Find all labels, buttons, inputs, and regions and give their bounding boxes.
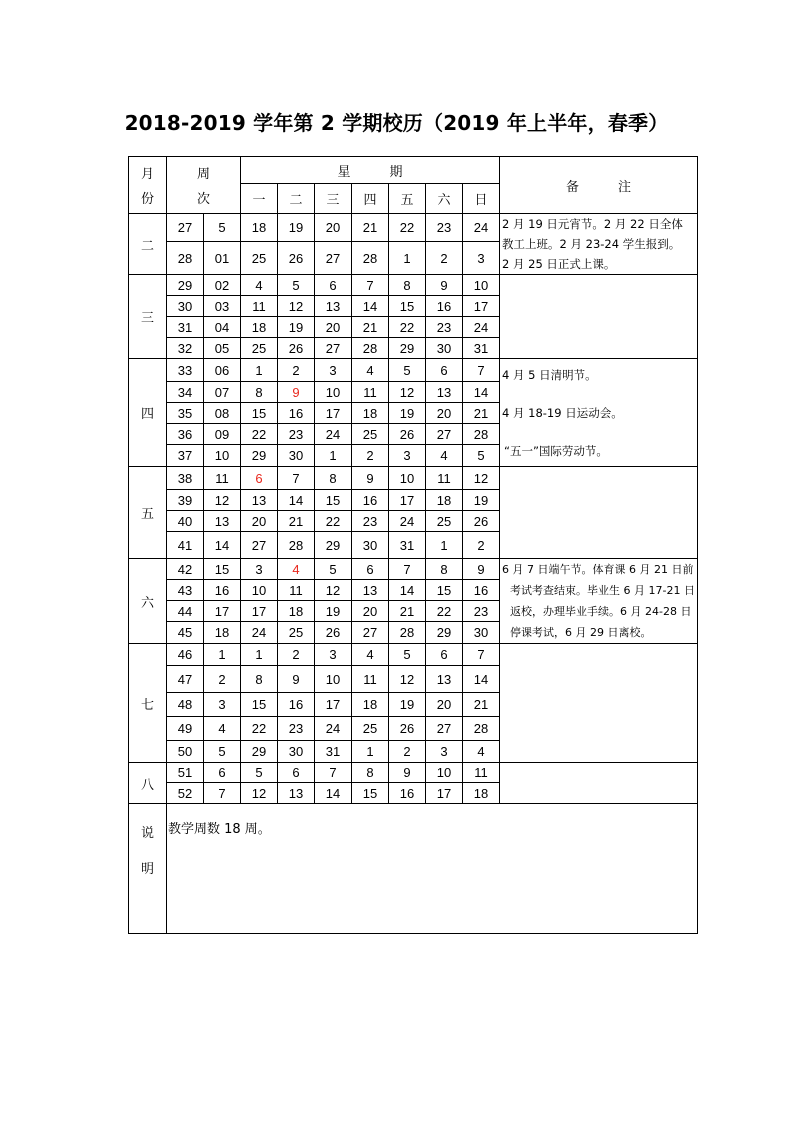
teaching-week-cell: 13	[204, 511, 241, 532]
day-cell: 15	[389, 296, 426, 317]
day-cell: 19	[278, 317, 315, 338]
day-cell: 16	[389, 783, 426, 804]
day-cell: 17	[389, 490, 426, 511]
day-cell: 7	[463, 359, 500, 382]
day-cell: 1	[241, 359, 278, 382]
month-cell: 三	[129, 275, 167, 359]
day-cell: 23	[426, 214, 463, 242]
day-cell: 4	[426, 445, 463, 467]
week-sequence-cell: 50	[167, 741, 204, 763]
day-cell: 1	[352, 741, 389, 763]
day-cell: 20	[426, 403, 463, 424]
month-cell: 二	[129, 214, 167, 275]
teaching-week-cell: 17	[204, 601, 241, 622]
teaching-week-cell: 08	[204, 403, 241, 424]
day-cell: 1	[241, 644, 278, 666]
day-cell: 8	[352, 763, 389, 783]
week-sequence-cell: 46	[167, 644, 204, 666]
day-cell: 27	[352, 622, 389, 644]
day-cell: 3	[426, 741, 463, 763]
day-cell: 16	[278, 403, 315, 424]
day-cell: 5	[463, 445, 500, 467]
teaching-week-cell: 06	[204, 359, 241, 382]
weekday-header: 四	[352, 184, 389, 214]
month-cell: 五	[129, 467, 167, 559]
month-remarks	[500, 275, 698, 359]
day-cell: 21	[352, 214, 389, 242]
day-cell: 5	[278, 275, 315, 296]
month-cell: 四	[129, 359, 167, 467]
day-cell: 29	[389, 338, 426, 359]
day-cell: 20	[315, 214, 352, 242]
day-cell: 27	[426, 717, 463, 741]
day-cell: 21	[463, 403, 500, 424]
teaching-week-cell: 03	[204, 296, 241, 317]
day-cell: 28	[278, 532, 315, 559]
day-cell: 10	[315, 382, 352, 403]
day-cell: 1	[426, 532, 463, 559]
teaching-week-cell: 5	[204, 741, 241, 763]
day-cell: 18	[352, 403, 389, 424]
day-cell: 24	[315, 717, 352, 741]
week-sequence-cell: 35	[167, 403, 204, 424]
day-cell: 18	[426, 490, 463, 511]
week-row	[129, 359, 698, 382]
day-cell: 2	[463, 532, 500, 559]
day-cell: 15	[241, 693, 278, 717]
week-sequence-cell: 33	[167, 359, 204, 382]
day-cell: 14	[389, 580, 426, 601]
day-cell: 6	[315, 275, 352, 296]
day-cell: 23	[463, 601, 500, 622]
teaching-week-cell: 5	[204, 214, 241, 242]
day-cell: 24	[389, 511, 426, 532]
day-cell: 17	[315, 403, 352, 424]
week-sequence-cell: 29	[167, 275, 204, 296]
day-cell: 14	[463, 666, 500, 693]
day-cell: 7	[463, 644, 500, 666]
teaching-week-cell: 02	[204, 275, 241, 296]
day-cell: 30	[278, 741, 315, 763]
teaching-week-cell: 2	[204, 666, 241, 693]
teaching-week-cell: 09	[204, 424, 241, 445]
day-cell: 9	[278, 382, 315, 403]
day-cell: 13	[352, 580, 389, 601]
week-sequence-cell: 27	[167, 214, 204, 242]
month-remarks	[500, 763, 698, 804]
day-cell: 28	[352, 338, 389, 359]
page-title: 2018-2019 学年第 2 学期校历（2019 年上半年，春季）	[124, 111, 669, 135]
month-header: 月 份	[129, 157, 167, 214]
week-sequence-cell: 28	[167, 242, 204, 275]
day-cell: 19	[278, 214, 315, 242]
day-cell: 17	[426, 783, 463, 804]
day-cell: 5	[315, 559, 352, 580]
day-cell: 19	[463, 490, 500, 511]
notes-content	[167, 804, 698, 934]
day-cell: 25	[352, 717, 389, 741]
teaching-week-cell: 01	[204, 242, 241, 275]
week-row	[129, 559, 698, 580]
day-cell: 21	[278, 511, 315, 532]
day-cell: 12	[389, 382, 426, 403]
day-cell: 9	[389, 763, 426, 783]
teaching-week-cell: 7	[204, 783, 241, 804]
teaching-week-cell: 12	[204, 490, 241, 511]
day-cell: 30	[278, 445, 315, 467]
notes-text: 教学周数 18 周。	[168, 822, 271, 837]
day-cell: 13	[315, 296, 352, 317]
day-cell: 12	[463, 467, 500, 490]
day-cell: 31	[463, 338, 500, 359]
day-cell: 12	[315, 580, 352, 601]
day-cell: 17	[241, 601, 278, 622]
day-cell: 3	[315, 359, 352, 382]
teaching-week-cell: 10	[204, 445, 241, 467]
day-cell: 12	[389, 666, 426, 693]
week-sequence-cell: 36	[167, 424, 204, 445]
week-sequence-cell: 39	[167, 490, 204, 511]
weekday-header: 三	[315, 184, 352, 214]
day-cell: 26	[278, 242, 315, 275]
weekday-header: 一	[241, 184, 278, 214]
day-cell: 22	[315, 511, 352, 532]
week-sequence-cell: 40	[167, 511, 204, 532]
teaching-week-cell: 3	[204, 693, 241, 717]
week-row	[129, 275, 698, 296]
day-cell: 20	[315, 317, 352, 338]
week-sequence-cell: 30	[167, 296, 204, 317]
day-cell: 4	[352, 359, 389, 382]
week-sequence-cell: 51	[167, 763, 204, 783]
day-cell: 20	[241, 511, 278, 532]
school-calendar-table	[128, 156, 698, 934]
day-cell: 16	[278, 693, 315, 717]
day-cell: 11	[241, 296, 278, 317]
teaching-week-cell: 1	[204, 644, 241, 666]
month-cell: 六	[129, 559, 167, 644]
day-cell: 10	[389, 467, 426, 490]
day-cell: 7	[315, 763, 352, 783]
day-cell: 10	[315, 666, 352, 693]
teaching-week-cell: 15	[204, 559, 241, 580]
day-cell: 2	[278, 359, 315, 382]
day-cell: 25	[241, 338, 278, 359]
day-cell: 7	[352, 275, 389, 296]
day-cell: 26	[389, 424, 426, 445]
day-cell: 10	[463, 275, 500, 296]
day-cell: 6	[426, 359, 463, 382]
month-remarks	[500, 644, 698, 763]
day-cell: 3	[463, 242, 500, 275]
day-cell: 26	[463, 511, 500, 532]
day-cell: 7	[389, 559, 426, 580]
month-remarks	[500, 359, 698, 467]
day-cell: 28	[352, 242, 389, 275]
day-cell: 25	[352, 424, 389, 445]
day-cell: 8	[315, 467, 352, 490]
day-cell: 6	[278, 763, 315, 783]
day-cell: 3	[389, 445, 426, 467]
month-cell: 八	[129, 763, 167, 804]
weekday-header: 六	[426, 184, 463, 214]
week-sequence-cell: 37	[167, 445, 204, 467]
week-sequence-cell: 31	[167, 317, 204, 338]
day-cell: 8	[389, 275, 426, 296]
day-cell: 1	[315, 445, 352, 467]
month-remarks	[500, 467, 698, 559]
remark-line: 考试考查结束。毕业生 6 月 17-21 日	[510, 584, 695, 597]
day-cell: 8	[426, 559, 463, 580]
weekday-header: 五	[389, 184, 426, 214]
day-cell: 2	[389, 741, 426, 763]
day-cell: 25	[278, 622, 315, 644]
week-row	[129, 467, 698, 490]
day-cell: 17	[463, 296, 500, 317]
day-cell: 11	[352, 382, 389, 403]
day-cell: 29	[241, 445, 278, 467]
day-cell: 21	[352, 317, 389, 338]
day-cell: 13	[241, 490, 278, 511]
teaching-week-cell: 04	[204, 317, 241, 338]
day-cell: 24	[463, 214, 500, 242]
day-cell: 15	[315, 490, 352, 511]
day-cell: 10	[241, 580, 278, 601]
day-cell: 24	[463, 317, 500, 338]
day-cell: 27	[315, 338, 352, 359]
day-cell: 1	[389, 242, 426, 275]
week-row	[129, 644, 698, 666]
teaching-week-cell: 4	[204, 717, 241, 741]
day-cell: 9	[278, 666, 315, 693]
week-sequence-cell: 43	[167, 580, 204, 601]
teaching-week-cell: 18	[204, 622, 241, 644]
day-cell: 17	[315, 693, 352, 717]
day-cell: 19	[389, 693, 426, 717]
day-cell: 9	[463, 559, 500, 580]
day-cell: 22	[389, 214, 426, 242]
day-cell: 29	[315, 532, 352, 559]
day-cell: 18	[241, 317, 278, 338]
teaching-week-cell: 16	[204, 580, 241, 601]
day-cell: 16	[426, 296, 463, 317]
day-cell: 31	[315, 741, 352, 763]
day-cell: 28	[463, 424, 500, 445]
day-cell: 18	[352, 693, 389, 717]
day-cell: 4	[241, 275, 278, 296]
remark-line: 教工上班。2 月 23-24 学生报到。	[502, 237, 681, 251]
day-cell: 22	[241, 717, 278, 741]
day-cell: 28	[463, 717, 500, 741]
remark-line: 返校，办理毕业手续。6 月 24-28 日	[510, 605, 692, 618]
day-cell: 7	[278, 467, 315, 490]
day-cell: 4	[352, 644, 389, 666]
week-row	[129, 214, 698, 242]
day-cell: 22	[389, 317, 426, 338]
remarks-header: 备 注	[500, 157, 698, 214]
day-cell: 21	[389, 601, 426, 622]
teaching-week-cell: 14	[204, 532, 241, 559]
week-sequence-cell: 32	[167, 338, 204, 359]
remark-line: 停课考试，6 月 29 日离校。	[510, 626, 652, 639]
day-cell: 24	[315, 424, 352, 445]
day-cell: 14	[278, 490, 315, 511]
week-sequence-cell: 42	[167, 559, 204, 580]
weekday-header: 二	[278, 184, 315, 214]
day-cell: 27	[241, 532, 278, 559]
day-cell: 11	[352, 666, 389, 693]
teaching-week-cell: 07	[204, 382, 241, 403]
week-sequence-cell: 47	[167, 666, 204, 693]
week-sequence-cell: 34	[167, 382, 204, 403]
week-sequence-cell: 44	[167, 601, 204, 622]
day-cell: 14	[315, 783, 352, 804]
week-sequence-cell: 49	[167, 717, 204, 741]
day-cell: 6	[426, 644, 463, 666]
day-cell: 22	[241, 424, 278, 445]
day-cell: 5	[389, 644, 426, 666]
day-cell: 23	[278, 717, 315, 741]
day-cell: 22	[426, 601, 463, 622]
week-sequence-cell: 38	[167, 467, 204, 490]
remark-line: 2 月 19 日元宵节。2 月 22 日全体	[502, 217, 683, 231]
day-cell: 24	[241, 622, 278, 644]
day-cell: 11	[463, 763, 500, 783]
remark-line: 6 月 7 日端午节。体育课 6 月 21 日前	[502, 563, 694, 576]
month-remarks	[500, 559, 698, 644]
day-cell: 2	[426, 242, 463, 275]
day-cell: 2	[278, 644, 315, 666]
day-cell: 18	[463, 783, 500, 804]
day-cell: 29	[241, 741, 278, 763]
remark-line: 2 月 25 日正式上课。	[502, 257, 616, 271]
teaching-week-cell: 11	[204, 467, 241, 490]
day-cell: 3	[315, 644, 352, 666]
month-remarks	[500, 214, 698, 275]
day-cell: 12	[278, 296, 315, 317]
day-cell: 8	[241, 382, 278, 403]
day-cell: 6	[352, 559, 389, 580]
notes-row	[129, 804, 698, 934]
week-header: 周 次	[167, 157, 241, 214]
day-cell: 27	[315, 242, 352, 275]
day-cell: 13	[426, 666, 463, 693]
day-cell: 13	[426, 382, 463, 403]
day-cell: 19	[389, 403, 426, 424]
day-cell: 15	[352, 783, 389, 804]
day-cell: 16	[463, 580, 500, 601]
day-cell: 18	[278, 601, 315, 622]
week-sequence-cell: 48	[167, 693, 204, 717]
day-cell: 18	[241, 214, 278, 242]
day-cell: 10	[426, 763, 463, 783]
teaching-week-cell: 6	[204, 763, 241, 783]
day-cell: 29	[426, 622, 463, 644]
week-row	[129, 763, 698, 783]
day-cell: 26	[315, 622, 352, 644]
teaching-week-cell: 05	[204, 338, 241, 359]
day-cell: 23	[278, 424, 315, 445]
day-cell: 30	[426, 338, 463, 359]
day-cell: 27	[426, 424, 463, 445]
day-cell: 25	[241, 242, 278, 275]
day-cell: 16	[352, 490, 389, 511]
day-cell: 8	[241, 666, 278, 693]
remark-line: “五一”国际劳动节。	[504, 443, 608, 458]
day-cell: 23	[352, 511, 389, 532]
month-cell: 七	[129, 644, 167, 763]
day-cell: 9	[352, 467, 389, 490]
day-cell: 30	[352, 532, 389, 559]
day-cell: 15	[426, 580, 463, 601]
weekday-group-header: 星 期	[241, 157, 500, 184]
week-sequence-cell: 52	[167, 783, 204, 804]
day-cell: 30	[463, 622, 500, 644]
day-cell: 28	[389, 622, 426, 644]
day-cell: 13	[278, 783, 315, 804]
day-cell: 4	[278, 559, 315, 580]
day-cell: 26	[389, 717, 426, 741]
day-cell: 9	[426, 275, 463, 296]
week-sequence-cell: 41	[167, 532, 204, 559]
day-cell: 21	[463, 693, 500, 717]
remark-line: 4 月 18-19 日运动会。	[502, 405, 623, 420]
day-cell: 6	[241, 467, 278, 490]
day-cell: 11	[278, 580, 315, 601]
day-cell: 4	[463, 741, 500, 763]
remark-line: 4 月 5 日清明节。	[502, 367, 597, 382]
day-cell: 31	[389, 532, 426, 559]
day-cell: 3	[241, 559, 278, 580]
day-cell: 20	[426, 693, 463, 717]
day-cell: 14	[463, 382, 500, 403]
day-cell: 25	[426, 511, 463, 532]
weekday-header: 日	[463, 184, 500, 214]
day-cell: 11	[426, 467, 463, 490]
day-cell: 26	[278, 338, 315, 359]
day-cell: 2	[352, 445, 389, 467]
day-cell: 19	[315, 601, 352, 622]
day-cell: 15	[241, 403, 278, 424]
day-cell: 12	[241, 783, 278, 804]
day-cell: 5	[389, 359, 426, 382]
week-sequence-cell: 45	[167, 622, 204, 644]
day-cell: 20	[352, 601, 389, 622]
notes-label: 说 明	[129, 804, 167, 934]
day-cell: 14	[352, 296, 389, 317]
day-cell: 23	[426, 317, 463, 338]
day-cell: 5	[241, 763, 278, 783]
